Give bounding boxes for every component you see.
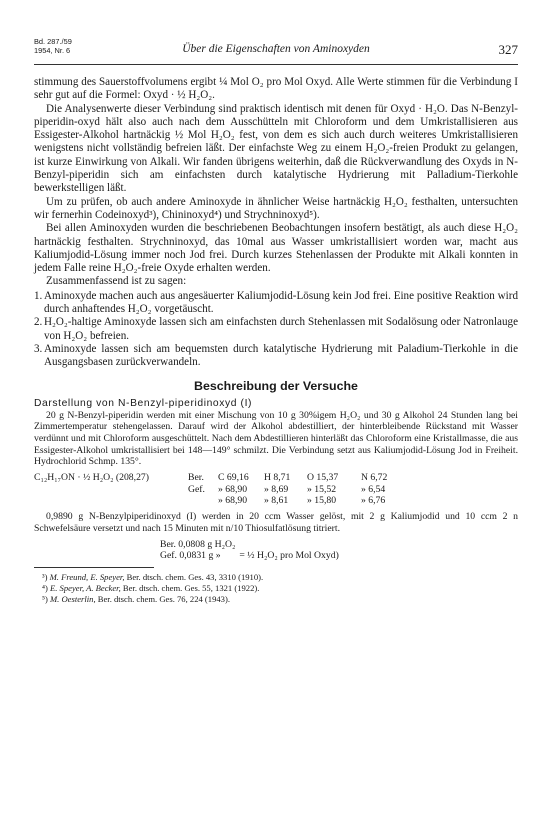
- footnote-authors: E. Speyer, A. Becker,: [50, 582, 121, 593]
- analysis-h: » 8,69: [264, 483, 289, 495]
- footnote: [34, 572, 518, 583]
- paragraph: Bei allen Aminoxyden wurden die beschriebenen Beobachtungen insofern bestätigt, als auch diese H₂O₂ hartnäckig festhalten. Strychninoxyd, das 10mal aus Wasser umkristallisiert worden war, macht aus Kaliumjodid-Lösung immer noch Jod frei. Durch kurzes Stehenlassen der Produkte mit Alkali konnten in jedem Falle reine H₂O₂-freie Oxyde erhalten werden.: [34, 222, 518, 275]
- analysis-row: [34, 484, 518, 496]
- analysis-formula: [34, 484, 188, 496]
- analysis-n: » 6,76: [361, 495, 386, 507]
- footnote-number: ³): [42, 572, 48, 583]
- analysis-formula: C₁₂H₁₇ON · ½ H₂O₂ (208,27): [34, 472, 149, 484]
- analysis-o: » 15,52: [307, 483, 337, 495]
- paragraph: Zusammenfassend ist zu sagen:: [46, 275, 187, 288]
- paragraph: Um zu prüfen, ob auch andere Aminoxyde in ähnlicher Weise hartnäckig H₂O₂ festhalten, untersuchten wir fernerhin Codeinoxyd³), Chininoxyd⁴) und Strychninoxyd⁵).: [34, 195, 518, 221]
- paragraph: Die Analysenwerte dieser Verbindung sind praktisch identisch mit denen für Oxyd · H₂O. Das N-Benzyl-piperidin-oxyd hält also auch nach dem Ausschütteln mit Chloroform und dem Umkristallisieren aus Essigester-Alkohol hartnäckig ½ Mol H₂O₂ fest, von dem es sich auch durch weiteres Umkristallisieren wenigstens nicht vollständig befreien läßt. Der einfachste Weg zu einem H₂O₂-freien Produkt zu gelangen, ist kurze Einwirkung von Alkali. Wir fanden übrigens weiterhin, daß die Rückverwandlung des Oxyds in N-Benzyl-piperidin sich am einfachsten durch katalytische Hydrierung mit Palladium-Tierkohle bewerkstelligen läßt.: [34, 102, 518, 195]
- analysis-label: Gef.: [188, 483, 205, 495]
- titration-paragraph: 0,9890 g N-Benzylpiperidinoxyd (I) werden in 20 ccm Wasser gelöst, mit 2 g Kaliumjodid und 10 ccm 2 n Schwefelsäure versetzt und nach 15 Minuten mit n/10 Thiosulfatlösung titriert.: [34, 511, 518, 534]
- analysis-c: » 68,90: [218, 483, 248, 495]
- page-number: 327: [498, 42, 518, 57]
- volume-line: Bd. 287./59: [34, 37, 72, 46]
- footnote-reference: Ber. dtsch. chem. Ges. 55, 1321 (1922).: [122, 582, 260, 593]
- footnotes: [34, 572, 518, 604]
- experimental-paragraph: 20 g N-Benzyl-piperidin werden mit einer Mischung von 10 g 30%igem H₂O₂ und 30 g Alkohol 24 Stunden lang bei Zimmertemperatur stehengelassen. Darauf wird der Alkohol abdestilliert, der hinterbleibende Rückstand mit Wasser verdünnt und mit Chloroform ausgeschüttelt. Nach dem Abdestillieren hinterläßt das Chloroform eine Kristallmasse, die aus Essigester-Alkohol umkristallisiert bei 148—149° schmilzt. Die Verbindung setzt aus Kaliumjodid-Lösung Jod in Freiheit. Hydrochlorid Schmp. 135°.: [34, 409, 518, 468]
- footnote-number: ⁵): [42, 593, 48, 604]
- analysis-c: C 69,16: [218, 472, 249, 484]
- running-title: Über die Eigenschaften von Aminoxyden: [182, 43, 370, 55]
- footnote: [34, 594, 518, 605]
- analysis-n: N 6,72: [361, 472, 388, 484]
- footnote: [34, 583, 518, 594]
- footnote-authors: M. Oesterlin,: [50, 593, 96, 604]
- analysis-row: [34, 472, 518, 484]
- footnote-divider: [34, 567, 154, 568]
- list-item: [34, 316, 518, 343]
- list-text: H₂O₂-haltige Aminoxyde lassen sich am einfachsten durch Stehenlassen mit Sodalösung oder Natronlauge von H₂O₂ befreien.: [44, 316, 518, 342]
- list-number: 1.: [34, 289, 43, 302]
- subsection-heading: Darstellung von N-Benzyl-piperidinoxyd (I): [34, 397, 253, 409]
- list-text: Aminoxyde machen auch aus angesäuerter Kaliumjodid-Lösung kein Jod frei. Eine positive Reaktion wird durch anhaftendes H₂O₂ vorgetäuscht.: [44, 289, 518, 316]
- footnote-reference: Ber. dtsch. chem. Ges. 76, 224 (1943).: [97, 593, 230, 604]
- footnote-authors: M. Freund, E. Speyer,: [49, 572, 125, 583]
- list-number: 3.: [34, 342, 43, 355]
- elemental-analysis: [34, 472, 518, 507]
- titration-row: [160, 550, 518, 561]
- analysis-c: » 68,90: [218, 495, 248, 507]
- titration-results: [160, 539, 518, 562]
- titration-note: = ½ H₂O₂ pro Mol Oxyd): [239, 549, 339, 561]
- analysis-label: Ber.: [188, 472, 204, 484]
- analysis-o: » 15,80: [307, 495, 337, 507]
- summary-list: [34, 290, 518, 370]
- section-heading: Beschreibung der Versuche: [194, 378, 358, 393]
- paragraph: stimmung des Sauerstoffvolumens ergibt ¼ Mol O₂ pro Mol Oxyd. Alle Werte stimmen für die Verbindung I sehr gut auf die Formel: Oxyd · ½ H₂O₂.: [34, 76, 518, 102]
- issue-line: 1954, Nr. 6: [34, 45, 71, 55]
- analysis-n: » 6,54: [361, 483, 386, 495]
- titration-value: 0,0831 g »: [179, 549, 221, 561]
- list-item: [34, 343, 518, 370]
- analysis-h: » 8,61: [264, 495, 289, 507]
- analysis-o: O 15,37: [307, 472, 339, 484]
- titration-row: [160, 539, 518, 550]
- running-header: [34, 38, 518, 65]
- titration-label: Gef.: [160, 549, 177, 561]
- analysis-formula: [34, 495, 188, 507]
- journal-page: [34, 38, 518, 604]
- analysis-row: [34, 495, 518, 507]
- list-number: 2.: [34, 316, 43, 329]
- experimental-section: [34, 410, 518, 562]
- footnote-reference: Ber. dtsch. chem. Ges. 43, 3310 (1910).: [126, 572, 264, 583]
- list-item: [34, 290, 518, 317]
- analysis-label: [188, 495, 218, 507]
- titration-label: Ber.: [160, 538, 176, 550]
- footnote-number: ⁴): [42, 582, 48, 593]
- titration-value: 0,0808 g H₂O₂: [178, 538, 236, 550]
- article-body: [34, 76, 518, 370]
- list-text: Aminoxyde lassen sich am bequemsten durch katalytische Hydrierung mit Paladium-Tierkohle in die Ausgangsbasen zurückverwandeln.: [44, 342, 518, 369]
- analysis-h: H 8,71: [264, 472, 291, 484]
